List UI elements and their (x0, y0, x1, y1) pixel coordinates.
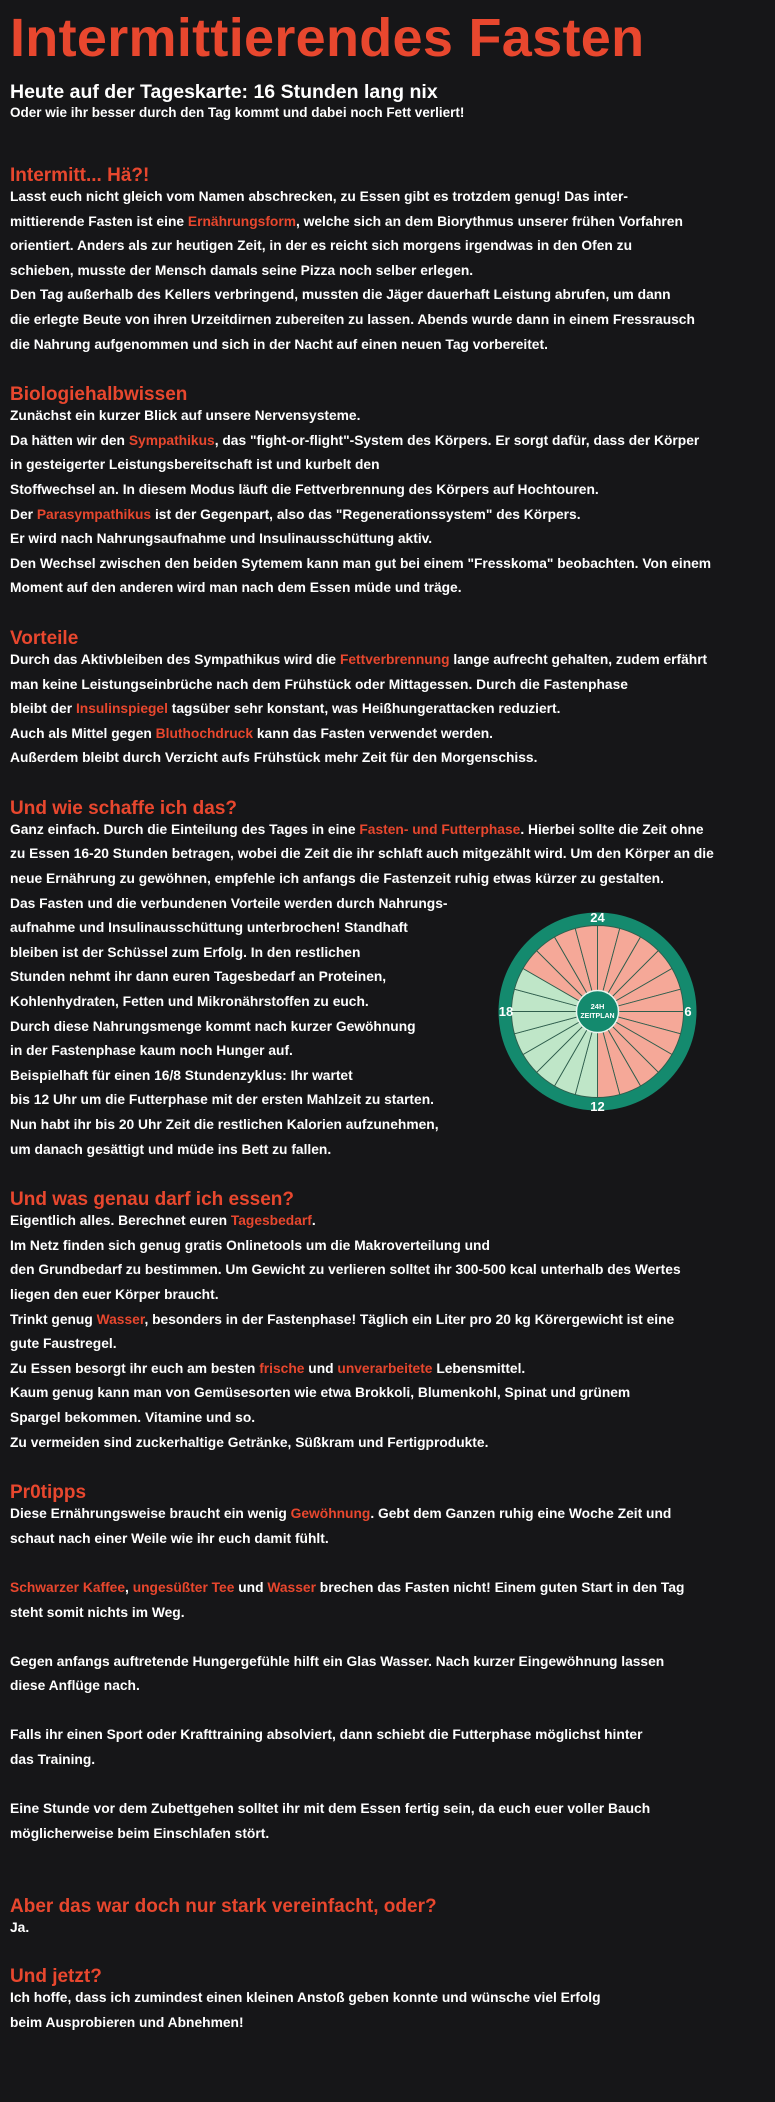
text-line: die erlegte Beute von ihren Urzeitdirnen zubereiten zu lassen. Abends wurde dann in einem Fressrausch (10, 311, 695, 327)
text-line: Zunächst ein kurzer Blick auf unsere Nervensysteme. (10, 408, 361, 424)
text-line: Nun habt ihr bis 20 Uhr Zeit die restlichen Kalorien aufzunehmen, (10, 1117, 439, 1132)
text-line: in gesteigerter Leistungsbereitschaft ist und kurbelt den (10, 457, 380, 473)
text-line: Eigentlich alles. Berechnet euren Tagesbedarf. (10, 1213, 316, 1229)
section-body (10, 648, 765, 771)
text-line: Kohlenhydraten, Fetten und Mikronährstoffen zu euch. (10, 994, 369, 1010)
section-heading: Pr0tipps (10, 1482, 87, 1504)
text-line: Ich hoffe, dass ich zumindest einen kleinen Anstoß geben konnte und wünsche viel Erfolg (10, 1990, 601, 2006)
text-line: aufnahme und Insulinausschüttung unterbrochen! Standhaft (10, 920, 408, 936)
section-body (10, 1986, 765, 2035)
text-line: Da hätten wir den Sympathikus, das "fight-or-flight"-System des Körpers. Er sorgt dafür, dass der Körper (10, 432, 700, 448)
text-line: schaut nach einer Weile wie ihr euch damit fühlt. (10, 1530, 329, 1546)
text-line: Im Netz finden sich genug gratis Onlinetools um die Makroverteilung und (10, 1237, 490, 1253)
section-heading: Und jetzt? (10, 1966, 102, 1988)
highlight-term: frische (259, 1360, 305, 1376)
text-line: das Training. (10, 1752, 96, 1768)
highlight-term: Bluthochdruck (155, 725, 254, 741)
text-line: Gegen anfangs auftretende Hungergefühle hilft ein Glas Wasser. Nach kurzer Eingewöhnung lassen (10, 1653, 665, 1669)
text-line: möglicherweise beim Einschlafen stört. (10, 1825, 270, 1841)
text-line: Ja. (10, 1920, 30, 1936)
section-intermitt (10, 165, 765, 357)
section-heading: Biologiehalbwissen (10, 384, 188, 406)
text-line: Auch als Mittel gegen Bluthochdruck kann das Fasten verwendet werden. (10, 725, 494, 741)
text-line: Den Tag außerhalb des Kellers verbringend, mussten die Jäger dauerhaft Leistung abrufen, um dann (10, 287, 671, 303)
clock-center-line1: 24H (590, 1002, 605, 1011)
section-heading: Intermitt... Hä?! (10, 165, 150, 186)
clock-center-line2: ZEITPLAN (580, 1013, 615, 1020)
text-line: mittierende Fasten ist eine Ernährungsform, welche sich an dem Biorythmus unserer frühen Vorfahren (10, 213, 683, 229)
text-line: schieben, musste der Mensch damals seine Pizza noch selber erlegen. (10, 262, 474, 278)
clock-label-18: 18 (498, 1004, 514, 1019)
clock-label-6: 6 (684, 1004, 692, 1019)
text-line: Eine Stunde vor dem Zubettgehen solltet ihr mit dem Essen fertig sein, da euch euer voller Bauch (10, 1801, 651, 1817)
section-heading: Vorteile (10, 627, 79, 649)
section-heading: Und was genau darf ich essen? (10, 1189, 295, 1211)
highlight-term: Schwarzer Kaffee (10, 1579, 126, 1595)
section-heading: Aber das war doch nur stark vereinfacht, oder? (10, 1896, 437, 1918)
section-body (10, 1209, 765, 1455)
text-line: liegen den euer Körper braucht. (10, 1286, 219, 1302)
highlight-term: Wasser (267, 1579, 316, 1595)
text-line: diese Anflüge nach. (10, 1678, 140, 1694)
text-line: man keine Leistungseinbrüche nach dem Frühstück oder Mittagessen. Durch die Fastenphase (10, 676, 628, 692)
fasting-schedule-clock (485, 899, 710, 1124)
clock-label-24: 24 (590, 910, 605, 925)
section-und-jetzt (10, 1966, 765, 2035)
clock-hub (577, 991, 619, 1033)
text-line: Diese Ernährungsweise braucht ein wenig Gewöhnung. Gebt dem Ganzen ruhig eine Woche Zeit und (10, 1506, 672, 1522)
text-line: Der Parasympathikus ist der Gegenpart, also das "Regenerationssystem" des Körpers. (10, 506, 581, 522)
text-line: Durch das Aktivbleiben des Sympathikus wird die Fettverbrennung lange aufrecht gehalten, zudem erfährt (10, 651, 708, 667)
text-line: Falls ihr einen Sport oder Krafttraining absolviert, dann schiebt die Futterphase möglichst hinter (10, 1727, 643, 1743)
section-vorteile (10, 628, 765, 771)
highlight-term: Fasten- und Futterphase (359, 821, 521, 837)
highlight-term: ungesüßter Tee (132, 1579, 235, 1595)
highlight-term: Gewöhnung (290, 1506, 371, 1522)
text-line: Den Wechsel zwischen den beiden Sytemem kann man gut bei einem "Fresskoma" beobachten. Von einem (10, 555, 712, 571)
text-line: zu Essen 16-20 Stunden betragen, wobei die Zeit die ihr schlaft auch mitgezählt wird. Um den Körper an die (10, 846, 714, 862)
section-body (10, 404, 765, 601)
text-line: Außerdem bleibt durch Verzicht aufs Frühstück mehr Zeit für den Morgenschiss. (10, 750, 538, 766)
section-protipps (10, 1482, 765, 1846)
text-line: die Nahrung aufgenommen und sich in der Nacht auf einen neuen Tag vorbereitet. (10, 336, 548, 352)
text-line: Stunden nehmt ihr dann euren Tagesbedarf an Proteinen, (10, 969, 387, 985)
clock-graphic (485, 899, 710, 1124)
text-line: Stoffwechsel an. In diesem Modus läuft die Fettverbrennung des Körpers auf Hochtouren. (10, 481, 599, 497)
section-body (10, 185, 765, 357)
text-line: Spargel bekommen. Vitamine und so. (10, 1409, 256, 1425)
text-line: neue Ernährung zu gewöhnen, empfehle ich anfangs die Fastenzeit ruhig etwas kürzer zu gestalten. (10, 871, 664, 887)
text-line: Ganz einfach. Durch die Einteilung des Tages in eine Fasten- und Futterphase. Hierbei sollte die Zeit ohne (10, 821, 704, 837)
section-heading: Und wie schaffe ich das? (10, 797, 237, 819)
highlight-term: Tagesbedarf (230, 1213, 312, 1229)
page-title: Intermittierendes Fasten (10, 8, 645, 68)
highlight-term: Fettverbrennung (339, 651, 450, 667)
text-line: steht somit nichts im Weg. (10, 1604, 185, 1620)
highlight-term: Wasser (96, 1311, 145, 1327)
text-line: Trinkt genug Wasser, besonders in der Fastenphase! Täglich ein Liter pro 20 kg Körergewicht ist eine (10, 1311, 675, 1327)
text-line: bleiben ist der Schüssel zum Erfolg. In den restlichen (10, 944, 361, 960)
section-body (10, 1502, 765, 1846)
highlight-term: Ernährungsform (187, 213, 296, 229)
text-line: Moment auf den anderen wird man nach dem Essen müde und träge. (10, 580, 462, 596)
section-simplified (10, 1896, 765, 1941)
highlight-term: Insulinspiegel (75, 701, 168, 717)
text-line: Zu vermeiden sind zuckerhaltige Getränke, Süßkram und Fertigprodukte. (10, 1434, 489, 1450)
text-line: Lasst euch nicht gleich vom Namen abschrecken, zu Essen gibt es trotzdem genug! Das inter- (10, 189, 628, 204)
text-line: um danach gesättigt und müde ins Bett zu fallen. (10, 1141, 332, 1157)
clock-label-12: 12 (590, 1099, 605, 1114)
text-line: orientiert. Anders als zur heutigen Zeit, in der es reicht sich morgens irgendwas in den Ofen zu (10, 238, 633, 254)
highlight-term: Sympathikus (128, 432, 215, 448)
text-line: Durch diese Nahrungsmenge kommt nach kurzer Gewöhnung (10, 1018, 416, 1034)
text-line: in der Fastenphase kaum noch Hunger auf. (10, 1043, 293, 1059)
section-body (10, 1916, 765, 1941)
text-line: beim Ausprobieren und Abnehmen! (10, 2014, 244, 2030)
page-tagline: Oder wie ihr besser durch den Tag kommt und dabei noch Fett verliert! (10, 105, 465, 120)
section-what-to-eat (10, 1189, 765, 1455)
highlight-term: unverarbeitete (337, 1360, 433, 1376)
text-line: bis 12 Uhr um die Futterphase mit der ersten Mahlzeit zu starten. (10, 1092, 434, 1108)
text-line: Kaum genug kann man von Gemüsesorten wie etwa Brokkoli, Blumenkohl, Spinat und grünem (10, 1385, 631, 1401)
text-line: Schwarzer Kaffee, ungesüßter Tee und Wasser brechen das Fasten nicht! Einem guten Start in den Tag (10, 1579, 685, 1595)
text-line: den Grundbedarf zu bestimmen. Um Gewicht zu verlieren solltet ihr 300-500 kcal unterhalb des Wertes (10, 1262, 681, 1278)
text-line: Zu Essen besorgt ihr euch am besten frische und unverarbeitete Lebensmittel. (10, 1360, 526, 1376)
page-subtitle: Heute auf der Tageskarte: 16 Stunden lang nix (10, 81, 438, 103)
text-line: Das Fasten und die verbundenen Vorteile werden durch Nahrungs- (10, 895, 448, 911)
highlight-term: Parasympathikus (36, 506, 152, 522)
section-biologie (10, 384, 765, 601)
text-line: Beispielhaft für einen 16/8 Stundenzyklus: Ihr wartet (10, 1067, 353, 1083)
text-line: Er wird nach Nahrungsaufnahme und Insulinausschüttung aktiv. (10, 531, 433, 547)
text-line: bleibt der Insulinspiegel tagsüber sehr konstant, was Heißhungerattacken reduziert. (10, 701, 561, 717)
text-line: gute Faustregel. (10, 1336, 117, 1352)
